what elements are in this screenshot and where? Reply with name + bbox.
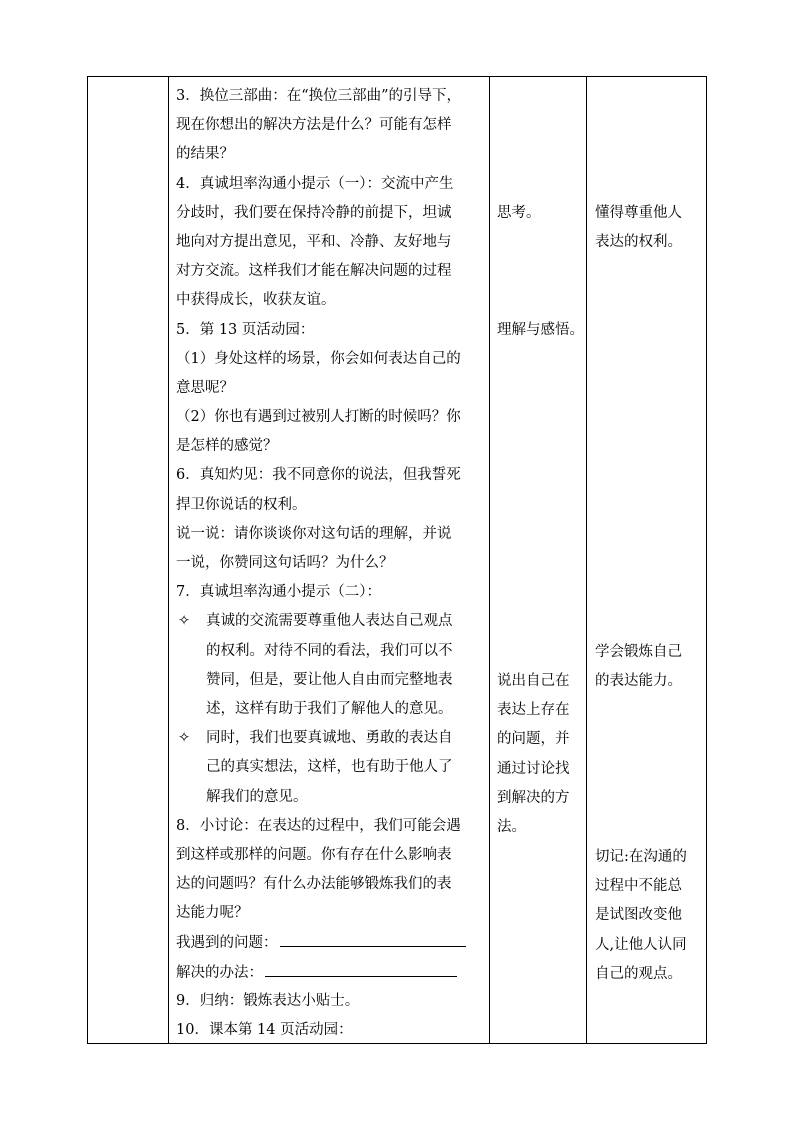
activity-text [497, 667, 570, 842]
text-line: 3．换位三部曲：在“换位三部曲”的引导下， [176, 88, 462, 104]
text-line: 学会锻炼自己 [595, 644, 682, 660]
text-line: 9．归纳：锻炼表达小贴士。 [176, 992, 360, 1009]
column-divider [168, 77, 169, 1043]
text-line: 7．真诚坦率沟通小提示（二）： [176, 584, 381, 601]
text-line: 思考。 [497, 205, 541, 221]
bullet-text: 同时，我们也要真诚地、勇敢的表达自 [206, 730, 453, 747]
text-line: 人,让他人认同 [595, 936, 687, 953]
intent-text [595, 843, 687, 989]
text-line: 对方交流。这样我们才能在解决问题的过程 [176, 263, 452, 280]
text-line: 解我们的意见。 [206, 788, 308, 805]
text-line: 4．真诚坦率沟通小提示（一）：交流中产生 [176, 175, 454, 192]
text-line: 到解决的方 [497, 789, 570, 806]
intent-text [595, 638, 682, 696]
text-line: 10．课本第 14 页活动园： [176, 1022, 353, 1038]
solution-label: 解决的办法： [176, 964, 263, 981]
text-line: （1）身处这样的场景，你会如何表达自己的 [176, 350, 461, 367]
text-line: 说一说：请你谈谈你对这句话的理解，并说 [176, 525, 452, 542]
text-line: 切记:在沟通的 [595, 849, 687, 865]
text-line: 地向对方提出意见，平和、冷静、友好地与 [176, 233, 452, 250]
text-line: 意思呢？ [176, 379, 234, 396]
text-line: 是试图改变他 [595, 907, 682, 924]
diamond-bullet-icon: ✧ [178, 613, 191, 630]
text-line: 述，这样有助于我们了解他人的意见。 [206, 700, 453, 717]
text-line: 达能力呢？ [176, 905, 249, 922]
text-line: 的结果？ [176, 146, 234, 163]
problem-blank[interactable] [280, 928, 466, 947]
text-line: 捍卫你说话的权利。 [176, 496, 307, 513]
text-line: 表达的权利。 [595, 234, 682, 251]
intent-text [595, 199, 682, 257]
diamond-bullet-icon: ✧ [178, 730, 191, 747]
lesson-table [87, 76, 707, 1044]
text-line: 分歧时，我们要在保持冷静的前提下，坦诚 [176, 204, 452, 221]
text-line: 的表达能力。 [595, 673, 682, 690]
text-line: 现在你想出的解决方法是什么？可能有怎样 [176, 117, 452, 134]
text-line: 理解与感悟。 [497, 322, 584, 338]
text-line: 一说，你赞同这句话吗？为什么？ [176, 555, 394, 571]
text-line: 6．真知灼见：我不同意你的说法，但我誓死 [176, 467, 461, 484]
text-line: 懂得尊重他人 [595, 205, 682, 221]
teaching-content-cell [173, 82, 494, 1045]
text-line: 是怎样的感觉？ [176, 438, 278, 455]
bullet-item [176, 607, 494, 636]
text-line: 过程中不能总 [595, 878, 682, 895]
problem-row [176, 928, 494, 957]
text-line: 8．小讨论：在表达的过程中，我们可能会遇 [176, 817, 461, 834]
bullet-item [176, 724, 494, 753]
text-line: 法。 [497, 818, 526, 835]
bullet-text: 真诚的交流需要尊重他人表达自己观点 [206, 613, 453, 630]
text-line: 己的真实想法，这样，也有助于他人了 [206, 759, 453, 776]
text-line: 的权利。对待不同的看法，我们可以不 [206, 642, 453, 659]
text-line: 中获得成长，收获友谊。 [176, 292, 336, 309]
text-line: 5．第 13 页活动园： [176, 321, 315, 338]
text-line: 通过讨论找 [497, 760, 570, 777]
text-line: 表达上存在 [497, 702, 570, 719]
column-divider [586, 77, 587, 1043]
text-line: 自己的观点。 [595, 965, 682, 982]
text-line: 到这样或那样的问题。你有存在什么影响表 [176, 846, 452, 863]
solution-row [176, 958, 494, 987]
text-line: （2）你也有遇到过被别人打断的时候吗？你 [176, 409, 461, 426]
text-line: 说出自己在 [497, 673, 570, 689]
text-line: 的问题，并 [497, 731, 570, 748]
text-line: 达的问题吗？有什么办法能够锻炼我们的表 [176, 876, 452, 893]
solution-blank[interactable] [265, 958, 457, 977]
problem-label: 我遇到的问题： [176, 935, 278, 952]
text-line: 赞同，但是，要让他人自由而完整地表 [206, 671, 453, 688]
